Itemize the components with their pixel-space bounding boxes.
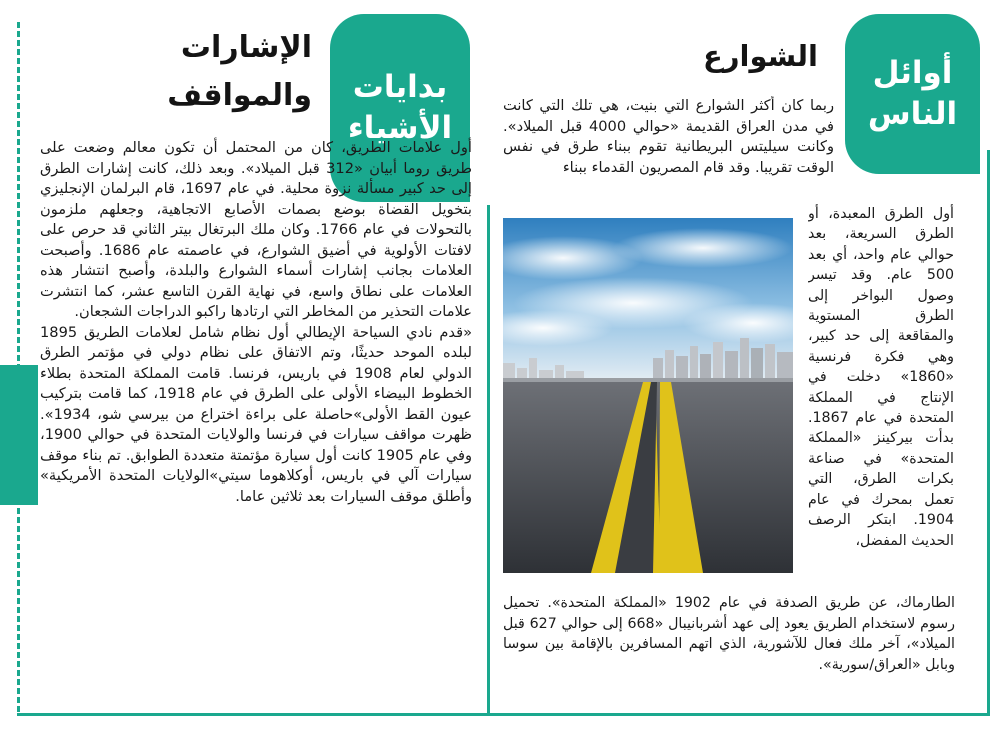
right-bottom-text: الطارماك، عن طريق الصدفة في عام 1902 «المملكة المتحدة». تحميل رسوم لاستخدام الطريق يعود إلى عهد أشربانيبال «668 إلى حوالي 627 قبل الميلاد»، آخر ملك فعال للآشورية، الذي اتهم المسافرين بالإقامة بين سوسا وبابل «العراق/سورية». [503,595,956,673]
right-title: الشوارع [703,39,818,73]
bottom-border [17,713,990,716]
right-intro-text: ربما كان أكثر الشوارع التي بنيت، هي تلك التي كانت في مدن العراق القديمة «حوالي 4000 قبل الميلاد». وكانت سيليتس البريطانية تقوم ببناء طرق في نفس الوقت تقريبا. وقد قام المصريون القدماء ببناء [503,97,834,176]
right-border [987,150,990,716]
badge-right-line1: أوائل [872,55,953,91]
side-tab-marker [0,365,38,505]
road-photo [503,218,793,573]
left-title [112,24,312,120]
left-paragraph-2: «قدم نادي السياحة الإيطالي أول نظام شامل لعلامات الطريق 1895 لبلده الموحد حديثًا، وتم الاتفاق على نظام دولي في مؤتمر الطرق الدولي لعام 1908 في باريس، فرنسا. قامت المملكة المتحدة بطلاء الخطوط البيضاء الأولى على الطرق في عام 1918، كما قامت بتركيب عيون القط الأولى»حاصلة على براءة اختراع من بيرسي شو، 1934». ظهرت مواقف سيارات في فرنسا والولايات المتحدة في حوالي 1900، وفي عام 1905 كانت أول سيارة مؤتمتة متعددة الطوابق. تم بناء موقف سيارات آلي في باريس، أوكلاهوما سيتي»الولايات المتحدة الأمريكية» وأطلق موقف السيارات بعد ثلاثين عاما. [40,323,473,505]
badge-left-line1: بدايات [352,69,448,105]
road-illustration [503,218,793,573]
left-title-line2: والمواقف [167,78,312,113]
badge-right-line2: الناس [867,96,958,132]
left-title-line1: الإشارات [180,30,312,65]
left-paragraph-1: أول علامات الطريق، كان من المحتمل أن تكون معالم وضعت على طريق روما أبيان «312 قبل الميلاد». وبعد ذلك، كانت إشارات الطرق إلى حد كبير مسألة نزوة محلية. في عام 1697، قام البرلمان الإنجليزي بتخويل القضاة بوضع بصمات الأصابع الاتجاهية، وجعلهم ملزمون بالتحولات في عام 1766. وكان ملك البرتغال بيتر الثاني قد حرص على لافتات الأولوية في أضيق الشوارع، في عاصمته عام 1686. وأصبحت العلامات بجانب إشارات أسماء الشوارع والبلدة، وأصبح انتشار هذه العلامات على نطاق واسع، في نهاية القرن التاسع عشر، كما انتشرت علامات التحذير من المخاطر التي ارتادها راكبو الدراجات الشجعان. [40,139,473,320]
section-badge-firsts [845,14,980,174]
left-article [40,138,472,507]
badge-left-line2: الأشياء [347,110,453,146]
column-divider [487,205,490,716]
right-side-text: أول الطرق المعبدة، أو الطرق السريعة، بعد حوالي عام واحد، أي بعد 500 عام. وقد تيسر وصول البواخر إلى الطرق المستوية والمقاقعة إلى حد كبير، وهي فكرة فرنسية «1860» دخلت في الإنتاج في المملكة المتحدة في عام 1867. بدأت بيركينز «المملكة المتحدة» في صناعة بكرات الطرق، التي تعمل بمحرك في عام 1904. ابتكر الرصف الحديث المفضل، [808,206,954,549]
